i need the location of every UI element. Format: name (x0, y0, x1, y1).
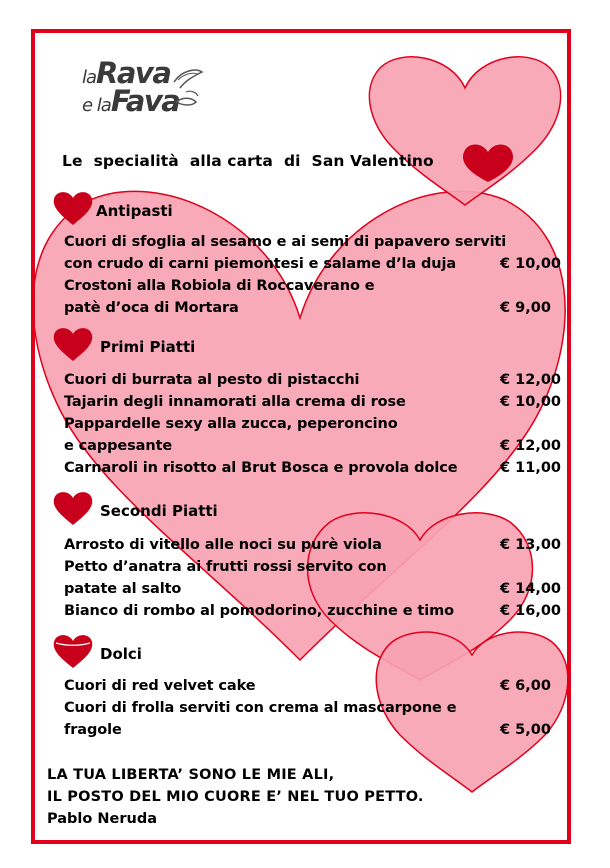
logo-leaf-icon (170, 62, 206, 110)
menu-item-line: Cuori di burrata al pesto di pistacchi (64, 372, 360, 388)
menu-item-line: Arrosto di vitello alle noci su purè viola (64, 537, 382, 553)
menu-item-line: e cappesante (64, 438, 173, 454)
quote-author: Pablo Neruda (47, 811, 157, 827)
section-title-secondi: Secondi Piatti (100, 502, 218, 520)
menu-item-price: € 10,00 (500, 394, 562, 410)
heart-icon (52, 490, 94, 526)
section-title-dolci: Dolci (100, 645, 142, 663)
menu-item-price: € 5,00 (500, 722, 551, 738)
menu-item-line: Pappardelle sexy alla zucca, peperoncino (64, 416, 398, 432)
section-title-antipasti: Antipasti (96, 202, 173, 220)
heart-icon (52, 633, 94, 669)
menu-item-line: fragole (64, 722, 122, 738)
heart-icon (52, 326, 94, 362)
menu-item-price: € 11,00 (500, 460, 562, 476)
menu-item-line: Cuori di frolla serviti con crema al mascarpone e (64, 700, 457, 716)
logo-small-2: e la (82, 95, 111, 116)
menu-item-line: Petto d’anatra ai frutti rossi servito con (64, 559, 387, 575)
menu-item-price: € 10,00 (500, 256, 562, 272)
menu-item-line: Cuori di sfoglia al sesamo e ai semi di papavero serviti (64, 234, 507, 250)
menu-item-line: Cuori di red velvet cake (64, 678, 256, 694)
heart-icon (52, 190, 94, 226)
menu-item-line: Crostoni alla Robiola di Roccaverano e (64, 278, 375, 294)
menu-item-price: € 14,00 (500, 581, 562, 597)
logo-line-2 (82, 84, 179, 118)
quote-line-1: LA TUA LIBERTA’ SONO LE MIE ALI, (47, 767, 335, 783)
section-title-primi: Primi Piatti (100, 338, 196, 356)
restaurant-logo (58, 52, 208, 124)
page-title: Le specialità alla carta di San Valentino (62, 152, 434, 170)
quote-line-2: IL POSTO DEL MIO CUORE E’ NEL TUO PETTO. (47, 789, 424, 805)
menu-item-line: patè d’oca di Mortara (64, 300, 239, 316)
menu-item-line: Tajarin degli innamorati alla crema di rose (64, 394, 406, 410)
menu-item-price: € 6,00 (500, 678, 551, 694)
menu-item-line: Carnaroli in risotto al Brut Bosca e provola dolce (64, 460, 458, 476)
menu-item-price: € 9,00 (500, 300, 551, 316)
menu-item-line: patate al salto (64, 581, 182, 597)
menu-item-price: € 13,00 (500, 537, 562, 553)
menu-item-line: con crudo di carni piemontesi e salame d’la duja (64, 256, 457, 272)
menu-item-price: € 12,00 (500, 438, 562, 454)
logo-big-1: Rava (96, 56, 171, 90)
logo-small-1: la (82, 67, 97, 88)
menu-item-line: Bianco di rombo al pomodorino, zucchine e timo (64, 603, 454, 619)
menu-item-price: € 12,00 (500, 372, 562, 388)
menu-item-price: € 16,00 (500, 603, 562, 619)
logo-big-2: Fava (110, 84, 180, 118)
